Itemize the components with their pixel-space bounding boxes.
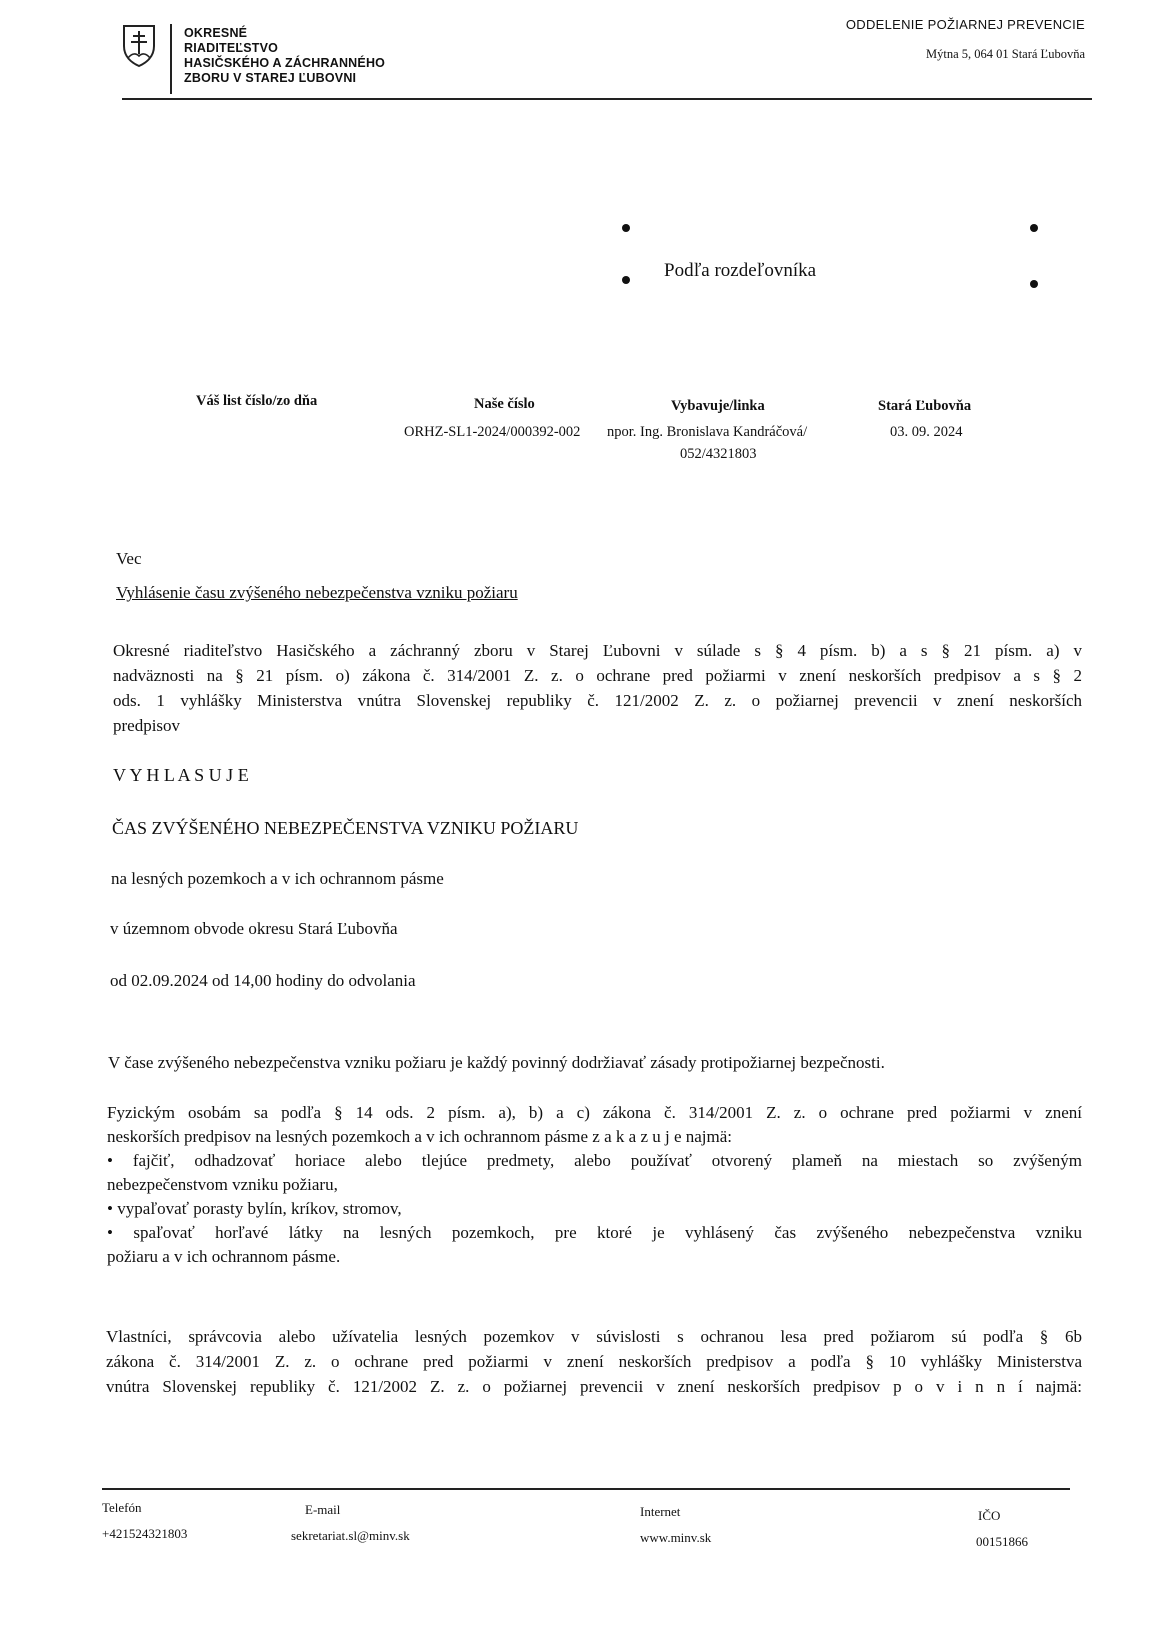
org-line: ZBORU V STAREJ ĽUBOVNI xyxy=(184,71,357,85)
coat-of-arms-icon xyxy=(122,24,156,68)
footer-email-label: E-mail xyxy=(305,1502,341,1517)
footer-ico-label: IČO xyxy=(978,1508,1001,1523)
owners-line: vnútra Slovenskej republiky č. 121/2002 Z. z. o požiarnej prevencii v znení neskorších predpisov p o v i n n í najmä: xyxy=(106,1377,1082,1396)
header-separator xyxy=(170,24,172,94)
declaration-scope: na lesných pozemkoch a v ich ochrannom pásme xyxy=(111,869,444,888)
footer-internet-label: Internet xyxy=(640,1504,681,1519)
recipient: Podľa rozdeľovníka xyxy=(664,260,817,281)
subject-label: Vec xyxy=(116,549,142,568)
intro-paragraph xyxy=(113,638,1082,738)
intro-line: predpisov xyxy=(113,716,181,735)
owners-line: zákona č. 314/2001 Z. z. o ochrane pred požiarmi v znení neskorších predpisov a podľa § 10 vyhlášky Ministerstva xyxy=(106,1352,1082,1371)
department-name: ODDELENIE POŽIARNEJ PREVENCIE xyxy=(845,17,1085,32)
address-mark xyxy=(1030,224,1038,232)
org-line: RIADITEĽSTVO xyxy=(184,41,279,55)
prohibition-line: neskorších predpisov na lesných pozemkoch a v ich ochrannom pásme z a k a z u j e najmä: xyxy=(107,1127,733,1146)
our-number: ORHZ-SL1-2024/000392-002 xyxy=(404,424,581,440)
declaration-district: v územnom obvode okresu Stará Ľubovňa xyxy=(110,919,398,938)
organization-name xyxy=(184,26,385,86)
owners-line: Vlastníci, správcovia alebo užívatelia lesných pozemkov v súvislosti s ochranou lesa pred požiarom sú podľa § 6b xyxy=(106,1327,1082,1346)
address-mark xyxy=(1030,280,1038,288)
footer-ico: 00151866 xyxy=(976,1534,1028,1549)
declaration-validity: od 02.09.2024 od 14,00 hodiny do odvolania xyxy=(110,971,416,990)
handled-by: npor. Ing. Bronislava Kandráčová/ xyxy=(607,424,808,440)
footer-rule xyxy=(102,1488,1070,1490)
address-mark xyxy=(622,224,630,232)
handled-by-label: Vybavuje/linka xyxy=(671,398,765,414)
header-rule xyxy=(122,98,1092,100)
prohibitions-paragraph xyxy=(107,1100,1082,1268)
declaration-title: ČAS ZVÝŠENÉHO NEBEZPEČENSTVA VZNIKU POŽIARU xyxy=(112,818,579,838)
duty-sentence: V čase zvýšeného nebezpečenstva vzniku požiaru je každý povinný dodržiavať zásady protipožiarnej bezpečnosti. xyxy=(108,1053,885,1072)
footer-email: sekretariat.sl@minv.sk xyxy=(291,1528,410,1543)
intro-line: ods. 1 vyhlášky Ministerstva vnútra Slovenskej republiky č. 121/2002 Z. z. o požiarnej prevencii v znení neskorších xyxy=(113,691,1082,710)
declares-heading: V Y H L A S U J E xyxy=(113,765,249,785)
prohibition-line: Fyzickým osobám sa podľa § 14 ods. 2 písm. a), b) a c) zákona č. 314/2001 Z. z. o ochrane pred požiarmi v znení xyxy=(107,1103,1082,1122)
subject: Vyhlásenie času zvýšeného nebezpečenstva vzniku požiaru xyxy=(116,583,518,602)
org-line: OKRESNÉ xyxy=(184,26,248,40)
intro-line: nadväznosti na § 21 písm. o) zákona č. 314/2001 Z. z. o ochrane pred požiarmi v znení neskorších predpisov a s § 2 xyxy=(113,666,1082,685)
org-line: HASIČSKÉHO A ZÁCHRANNÉHO xyxy=(184,56,386,70)
footer-internet: www.minv.sk xyxy=(640,1530,712,1545)
your-letter-label: Váš list číslo/zo dňa xyxy=(196,393,318,409)
footer-phone-label: Telefón xyxy=(102,1500,142,1515)
bullet-line: • fajčiť, odhadzovať horiace alebo tlejúce predmety, alebo používať otvorený plameň na miestach so zvýšeným xyxy=(107,1151,1082,1170)
department-address: Mýtna 5, 064 01 Stará Ľubovňa xyxy=(925,47,1085,61)
our-number-label: Naše číslo xyxy=(474,396,535,412)
place-label: Stará Ľubovňa xyxy=(878,398,972,414)
intro-line: Okresné riaditeľstvo Hasičského a záchranný zboru v Starej Ľubovni v súlade s § 4 písm. b) a s § 21 písm. a) v xyxy=(113,641,1082,660)
bullet-line: požiaru a v ich ochrannom pásme. xyxy=(107,1247,341,1266)
document-date: 03. 09. 2024 xyxy=(890,424,963,440)
handler-phone: 052/4321803 xyxy=(680,446,757,462)
bullet-line: • spaľovať horľavé látky na lesných pozemkoch, pre ktoré je vyhlásený čas zvýšeného nebezpečenstva vzniku xyxy=(107,1223,1082,1242)
footer-phone: +421524321803 xyxy=(102,1526,188,1541)
bullet-line: nebezpečenstvom vzniku požiaru, xyxy=(107,1175,338,1194)
bullet-line: • vypaľovať porasty bylín, kríkov, stromov, xyxy=(107,1199,402,1218)
address-mark xyxy=(622,276,630,284)
owners-paragraph xyxy=(106,1324,1082,1399)
